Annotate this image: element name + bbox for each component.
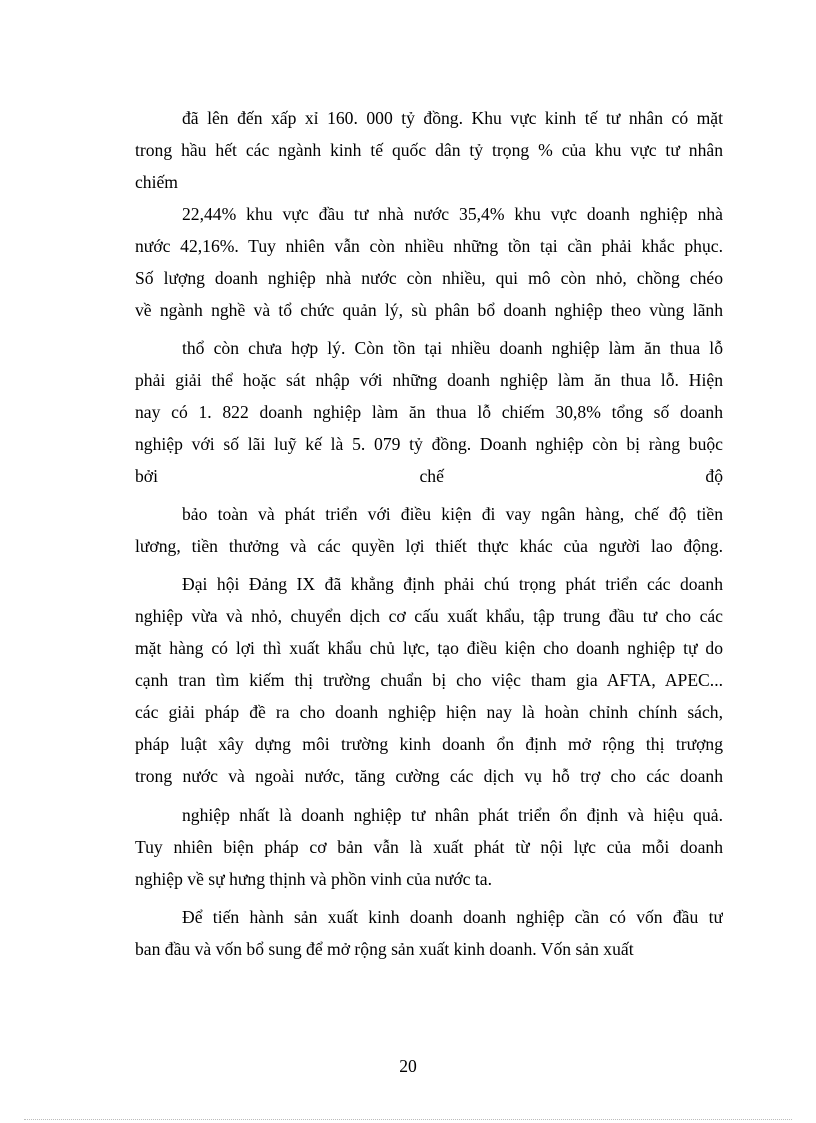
text-line: ban đầu và vốn bổ sung để mở rộng sản xuất kinh doanh. Vốn sản xuất (135, 939, 634, 959)
text-line: Số lượng doanh nghiệp nhà nước còn nhiều, qui mô còn nhỏ, chồng chéo (135, 268, 723, 288)
page-number: 20 (399, 1056, 417, 1076)
paragraph-2 (135, 198, 723, 326)
paragraph-6 (135, 799, 723, 895)
paragraph-7 (135, 901, 723, 965)
text-line: các giải pháp đề ra cho doanh nghiệp hiện nay là hoàn chỉnh chính sách, (135, 702, 723, 722)
text-line: nghiệp vừa và nhỏ, chuyển dịch cơ cấu xuất khẩu, tập trung đầu tư cho các (135, 606, 723, 626)
text-line: Tuy nhiên biện pháp cơ bản vẫn là xuất phát từ nội lực của mỗi doanh (135, 837, 723, 857)
text-line: Đại hội Đảng IX đã khẳng định phải chú trọng phát triển các doanh (182, 574, 723, 594)
text-line: nghiệp về sự hưng thịnh và phồn vinh của nước ta. (135, 869, 492, 889)
paragraph-3 (135, 332, 723, 492)
text-line: trong nước và ngoài nước, tăng cường các dịch vụ hỗ trợ cho các doanh (135, 766, 723, 786)
text-line: lương, tiền thưởng và các quyền lợi thiết thực khác của người lao động. (135, 536, 723, 556)
text-line: chiếm (135, 172, 178, 192)
paragraph-4 (135, 498, 723, 562)
text-line: bởi chế độ (135, 466, 723, 486)
page-bottom-divider (24, 1119, 792, 1120)
text-line: nghiệp nhất là doanh nghiệp tư nhân phát triển ổn định và hiệu quả. (182, 805, 723, 825)
paragraph-5 (135, 568, 723, 792)
text-line: nay có 1. 822 doanh nghiệp làm ăn thua lỗ chiếm 30,8% tổng số doanh (135, 402, 723, 422)
text-line: cạnh tran tìm kiếm thị trường chuẩn bị cho việc tham gia AFTA, APEC... (135, 670, 723, 690)
text-line: trong hầu hết các ngành kinh tế quốc dân tỷ trọng % của khu vực tư nhân (135, 140, 723, 160)
text-line: nước 42,16%. Tuy nhiên vẫn còn nhiều những tồn tại cần phải khắc phục. (135, 236, 723, 256)
text-line: mặt hàng có lợi thì xuất khẩu chủ lực, tạo điều kiện cho doanh nghiệp tự do (135, 638, 723, 658)
text-line: về ngành nghề và tổ chức quản lý, sù phân bổ doanh nghiệp theo vùng lãnh (135, 300, 723, 320)
text-line: phải giải thể hoặc sát nhập với những doanh nghiệp làm ăn thua lỗ. Hiện (135, 370, 723, 390)
text-line: Để tiến hành sản xuất kinh doanh doanh nghiệp cần có vốn đầu tư (182, 907, 723, 927)
paragraph-1 (135, 102, 723, 198)
text-line: đã lên đến xấp xỉ 160. 000 tỷ đồng. Khu vực kinh tế tư nhân có mặt (182, 108, 723, 128)
text-line: nghiệp với số lãi luỹ kế là 5. 079 tỷ đồng. Doanh nghiệp còn bị ràng buộc (135, 434, 723, 454)
text-line: 22,44% khu vực đầu tư nhà nước 35,4% khu vực doanh nghiệp nhà (182, 204, 723, 224)
text-line: pháp luật xây dựng môi trường kinh doanh ổn định mở rộng thị trượng (135, 734, 723, 754)
text-line: bảo toàn và phát triển với điều kiện đi vay ngân hàng, chế độ tiền (182, 504, 723, 524)
text-line: thổ còn chưa hợp lý. Còn tồn tại nhiều doanh nghiệp làm ăn thua lỗ (182, 338, 723, 358)
